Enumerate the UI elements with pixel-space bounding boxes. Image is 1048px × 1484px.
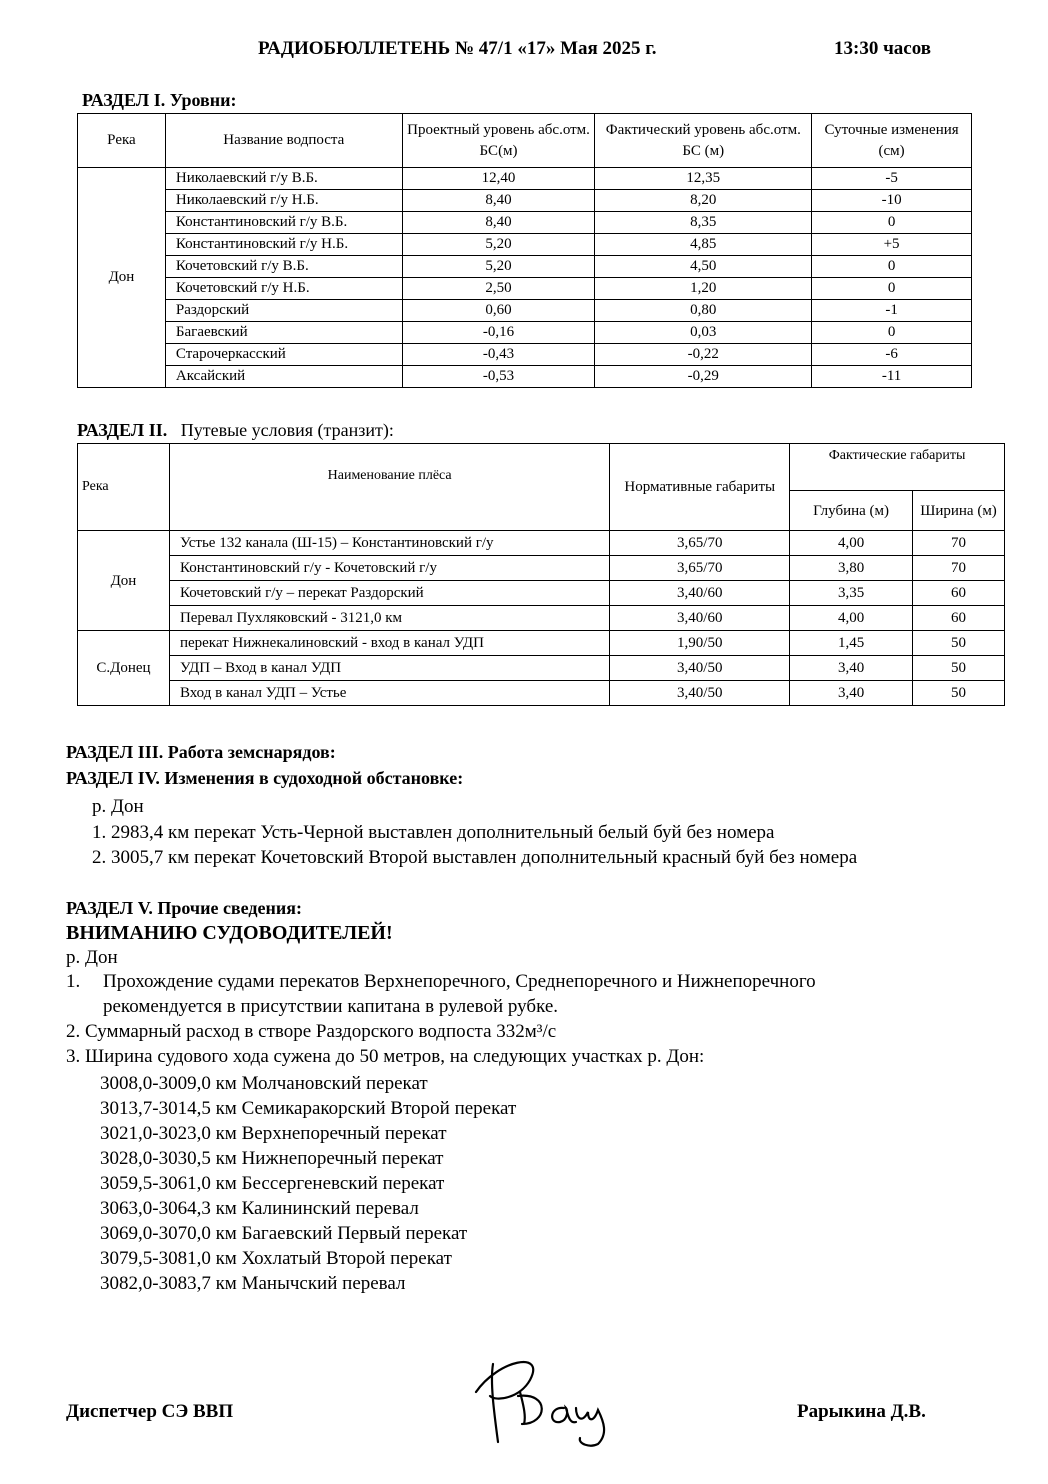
dispatcher-position: Диспетчер СЭ ВВП [66, 1401, 234, 1422]
norm-cell: 3,40/60 [610, 581, 790, 606]
station-cell: Раздорский [165, 300, 402, 322]
depth-cell: 4,00 [790, 606, 913, 631]
section5-item-2: 2. Суммарный расход в створе Раздорского водпоста 332м³/с [66, 1021, 557, 1042]
stretch-cell: перекат Нижнекалиновский - вход в канал УДП [169, 631, 609, 656]
levels-table-header [78, 114, 972, 168]
actual-level-cell: -0,29 [595, 366, 812, 388]
station-cell: Кочетовский г/у В.Б. [165, 256, 402, 278]
design-level-cell: 12,40 [402, 168, 595, 190]
signature [468, 1352, 638, 1452]
narrowed-site-item: 3069,0-3070,0 км Багаевский Первый перекат [100, 1223, 468, 1244]
actual-level-cell: 1,20 [595, 278, 812, 300]
river-cell: С.Донец [78, 631, 170, 706]
level-row [78, 190, 972, 212]
design-level-cell: 5,20 [402, 256, 595, 278]
design-level-cell: -0,16 [402, 322, 595, 344]
design-level-cell: 0,60 [402, 300, 595, 322]
col-depth: Глубина (м) [790, 491, 913, 531]
transit-row [78, 556, 1005, 581]
width-cell: 60 [913, 606, 1005, 631]
narrowed-site-item: 3063,0-3064,3 км Калининский перевал [100, 1198, 419, 1219]
actual-level-cell: 0,03 [595, 322, 812, 344]
section2-heading-text: Путевые условия (транзит): [180, 420, 394, 440]
daily-change-cell: -10 [812, 190, 972, 212]
actual-level-cell: 4,85 [595, 234, 812, 256]
narrowed-site-item: 3059,5-3061,0 км Бессергеневский перекат [100, 1173, 445, 1194]
section4-item-2: 2. 3005,7 км перекат Кочетовский Второй выставлен дополнительный красный буй без номера [92, 847, 858, 868]
station-cell: Кочетовский г/у Н.Б. [165, 278, 402, 300]
transit-row [78, 681, 1005, 706]
station-cell: Николаевский г/у Н.Б. [165, 190, 402, 212]
daily-change-cell: -11 [812, 366, 972, 388]
actual-level-cell: 0,80 [595, 300, 812, 322]
norm-cell: 1,90/50 [610, 631, 790, 656]
transit-table [77, 443, 1005, 706]
transit-row [78, 531, 1005, 556]
station-cell: Константиновский г/у Н.Б. [165, 234, 402, 256]
depth-cell: 4,00 [790, 531, 913, 556]
col-design-level: Проектный уровень абс.отм. БС(м) [402, 114, 595, 168]
section5-item-1-line-2: рекомендуется в присутствии капитана в рулевой рубке. [103, 996, 559, 1017]
level-row [78, 300, 972, 322]
section1-heading: РАЗДЕЛ I. Уровни: [82, 90, 237, 110]
section4-river: р. Дон [92, 796, 144, 817]
section5-item-1-number: 1. [66, 971, 81, 992]
actual-level-cell: 12,35 [595, 168, 812, 190]
design-level-cell: -0,53 [402, 366, 595, 388]
design-level-cell: 2,50 [402, 278, 595, 300]
daily-change-cell: -5 [812, 168, 972, 190]
section4-item-1: 1. 2983,4 км перекат Усть-Черной выставлен дополнительный белый буй без номера [92, 822, 775, 843]
stretch-cell: Константиновский г/у - Кочетовский г/у [169, 556, 609, 581]
col-river: Река [78, 114, 166, 168]
design-level-cell: 8,40 [402, 212, 595, 234]
width-cell: 50 [913, 681, 1005, 706]
transit-header-row1 [78, 444, 1005, 491]
norm-cell: 3,65/70 [610, 556, 790, 581]
stretch-cell: Вход в канал УДП – Устье [169, 681, 609, 706]
bulletin-title: РАДИОБЮЛЛЕТЕНЬ № 47/1 «17» Мая 2025 г. [258, 38, 657, 59]
norm-cell: 3,40/50 [610, 681, 790, 706]
section4-heading: РАЗДЕЛ IV. Изменения в судоходной обстановке: [66, 768, 464, 788]
width-cell: 50 [913, 631, 1005, 656]
narrowed-site-item: 3008,0-3009,0 км Молчановский перекат [100, 1073, 428, 1094]
section2-heading [77, 420, 394, 441]
river-cell: Дон [78, 168, 166, 388]
level-row [78, 322, 972, 344]
design-level-cell: -0,43 [402, 344, 595, 366]
attention-heading: ВНИМАНИЮ СУДОВОДИТЕЛЕЙ! [66, 922, 393, 944]
levels-table [77, 113, 972, 388]
design-level-cell: 8,40 [402, 190, 595, 212]
depth-cell: 3,80 [790, 556, 913, 581]
transit-row [78, 606, 1005, 631]
col-norm: Нормативные габариты [610, 444, 790, 531]
daily-change-cell: 0 [812, 212, 972, 234]
station-cell: Багаевский [165, 322, 402, 344]
daily-change-cell: 0 [812, 322, 972, 344]
narrowed-site-item: 3013,7-3014,5 км Семикаракорский Второй перекат [100, 1098, 517, 1119]
stretch-cell: Перевал Пухляковский - 3121,0 км [169, 606, 609, 631]
col-stretch: Наименование плёса [169, 444, 609, 531]
col-width: Ширина (м) [913, 491, 1005, 531]
width-cell: 70 [913, 556, 1005, 581]
level-row [78, 278, 972, 300]
section3-heading: РАЗДЕЛ III. Работа земснарядов: [66, 742, 336, 762]
width-cell: 60 [913, 581, 1005, 606]
width-cell: 70 [913, 531, 1005, 556]
col-actual-level: Фактический уровень абс.отм. БС (м) [595, 114, 812, 168]
design-level-cell: 5,20 [402, 234, 595, 256]
width-cell: 50 [913, 656, 1005, 681]
station-cell: Аксайский [165, 366, 402, 388]
level-row [78, 234, 972, 256]
transit-row [78, 581, 1005, 606]
daily-change-cell: +5 [812, 234, 972, 256]
col-station: Название водпоста [165, 114, 402, 168]
col-daily-change: Суточные изменения (см) [812, 114, 972, 168]
narrowed-site-item: 3021,0-3023,0 км Верхнепоречный перекат [100, 1123, 447, 1144]
actual-level-cell: 8,20 [595, 190, 812, 212]
transit-row [78, 656, 1005, 681]
daily-change-cell: 0 [812, 278, 972, 300]
level-row [78, 168, 972, 190]
daily-change-cell: 0 [812, 256, 972, 278]
section5-item-1-line-1: Прохождение судами перекатов Верхнепоречного, Среднепоречного и Нижнепоречного [103, 971, 816, 992]
bulletin-time: 13:30 часов [834, 38, 932, 59]
depth-cell: 3,40 [790, 681, 913, 706]
actual-level-cell: 8,35 [595, 212, 812, 234]
stretch-cell: УДП – Вход в канал УДП [169, 656, 609, 681]
depth-cell: 3,40 [790, 656, 913, 681]
stretch-cell: Кочетовский г/у – перекат Раздорский [169, 581, 609, 606]
river-cell: Дон [78, 531, 170, 631]
dispatcher-name: Рарыкина Д.В. [797, 1401, 926, 1422]
depth-cell: 3,35 [790, 581, 913, 606]
daily-change-cell: -6 [812, 344, 972, 366]
transit-row [78, 631, 1005, 656]
narrowed-site-item: 3082,0-3083,7 км Манычский перевал [100, 1273, 406, 1294]
actual-level-cell: -0,22 [595, 344, 812, 366]
station-cell: Старочеркасский [165, 344, 402, 366]
daily-change-cell: -1 [812, 300, 972, 322]
section5-item-3: 3. Ширина судового хода сужена до 50 метров, на следующих участках р. Дон: [66, 1046, 705, 1067]
level-row [78, 256, 972, 278]
narrowed-site-item: 3079,5-3081,0 км Хохлатый Второй перекат [100, 1248, 452, 1269]
section2-heading-number: РАЗДЕЛ II. [77, 420, 168, 440]
section5-river: р. Дон [66, 947, 118, 968]
narrowed-sites-list [100, 1071, 516, 1296]
norm-cell: 3,65/70 [610, 531, 790, 556]
depth-cell: 1,45 [790, 631, 913, 656]
col-actual: Фактические габариты [790, 444, 1005, 491]
norm-cell: 3,40/60 [610, 606, 790, 631]
level-row [78, 366, 972, 388]
stretch-cell: Устье 132 канала (Ш-15) – Константиновский г/у [169, 531, 609, 556]
narrowed-site-item: 3028,0-3030,5 км Нижнепоречный перекат [100, 1148, 444, 1169]
norm-cell: 3,40/50 [610, 656, 790, 681]
section5-heading: РАЗДЕЛ V. Прочие сведения: [66, 898, 302, 918]
actual-level-cell: 4,50 [595, 256, 812, 278]
level-row [78, 212, 972, 234]
station-cell: Константиновский г/у В.Б. [165, 212, 402, 234]
station-cell: Николаевский г/у В.Б. [165, 168, 402, 190]
col-river: Река [78, 444, 170, 531]
level-row [78, 344, 972, 366]
